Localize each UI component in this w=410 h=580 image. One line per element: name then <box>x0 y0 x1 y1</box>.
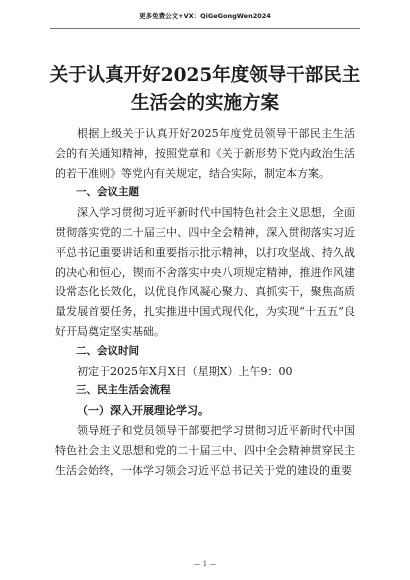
subsection-study-text: 领导班子和党员领导干部要把学习贯彻习近平新时代中国特色社会主义思想和党的二十届三中、四中全会精神贯穿民主生活会始终，一体学习领会习近平总书记关于党的建设的重要 <box>55 423 355 477</box>
section-time-text: 初定于2025年X月X日（星期X）上午9：00 <box>77 364 293 378</box>
subsection-heading-study: （一）深入开展理论学习。 <box>77 404 209 418</box>
section-heading-theme: 一、会议主题 <box>76 186 139 199</box>
document-body <box>55 124 355 480</box>
section-heading-time: 二、会议时间 <box>76 344 139 357</box>
section-theme-text: 深入学习贯彻习近平新时代中国特色社会主义思想，全面贯彻落实党的二十届三中、四中全会精神，深入贯彻落实习近平总书记重要讲话和重要指示批示精神，以打攻坚战、持久战的决心和恒心，锲而不舍落实中央八项规定精神，推进作风建设常态化长效化，以优良作风凝心聚力、真抓实干，聚焦高质量发展首要任务，扎实推进中国式现代化，为实现“十五五”良好开局奠定坚实基础。 <box>55 206 355 338</box>
header-note: 更多免费公文+VX：QiGeGongWen2024 <box>139 12 271 20</box>
page-number: — 1 — <box>193 560 217 568</box>
section-heading-process: 三、民主生活会流程 <box>76 384 171 397</box>
intro-paragraph: 根据上级关于认真开好2025年度党员领导干部民主生活会的有关通知精神，按照党章和《关于新形势下党内政治生活的若干准则》等党内有关规定，结合实际，制定本方案。 <box>55 127 355 180</box>
header-divider <box>50 28 360 29</box>
document-title: 关于认真开好2025年度领导干部民主生活会的实施方案 <box>49 65 361 114</box>
